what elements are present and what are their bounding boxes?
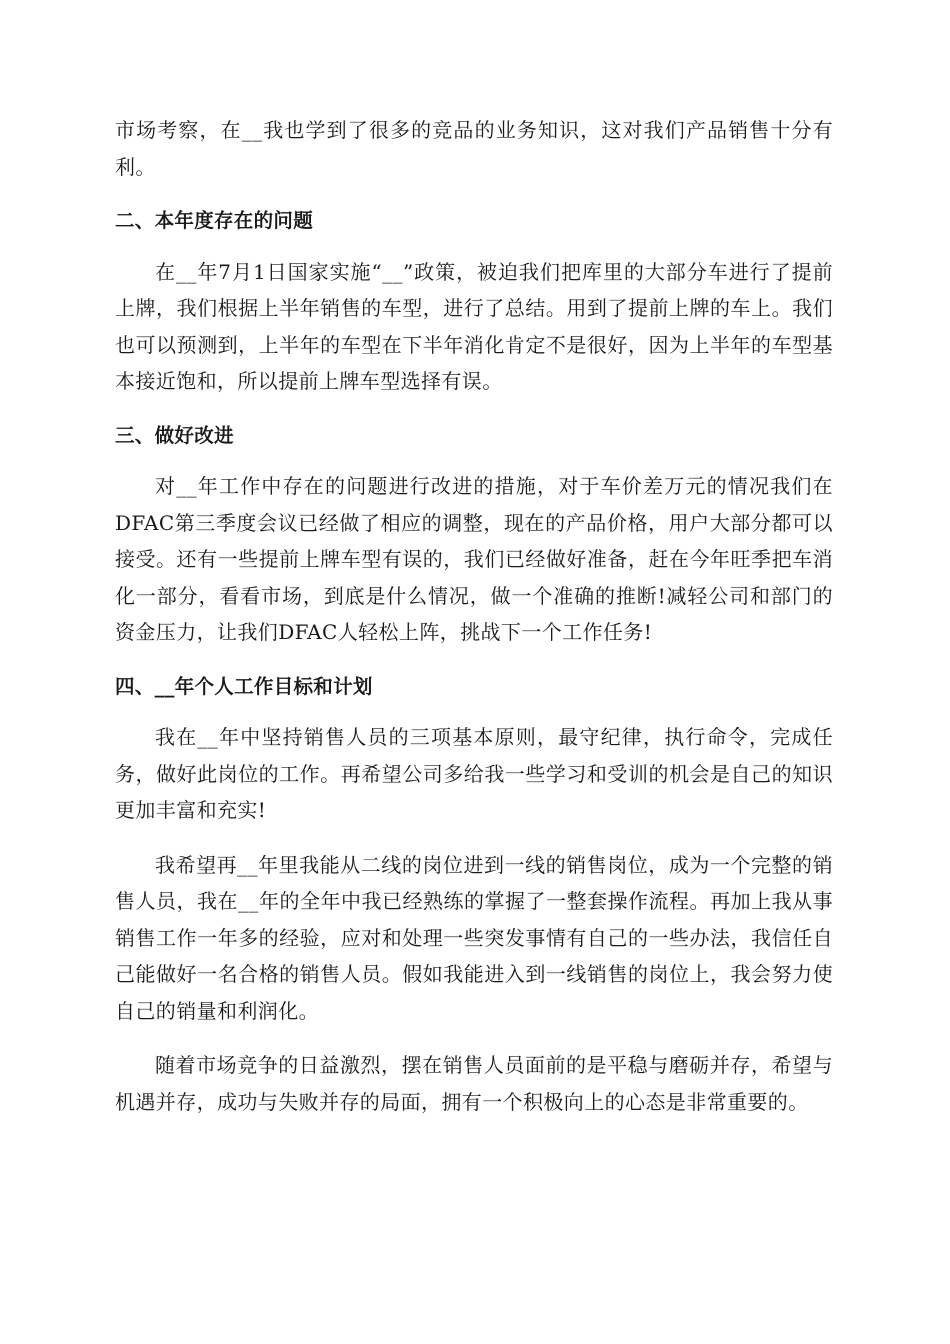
paragraph-hopes: 我希望再__年里我能从二线的岗位进到一线的销售岗位，成为一个完整的销售人员，我在__年的全年中我已经熟练的掌握了一整套操作流程。再加上我从事销售工作一年多的经验，应对和处理一些突发事情有自己的一些办法，我信任自己能做好一名合格的销售人员。假如我能进入到一线销售的岗位上，我会努力使自己的销量和利润化。 (115, 852, 833, 1023)
paragraph-competition: 随着市场竞争的日益激烈，摆在销售人员面前的是平稳与磨砺并存，希望与机遇并存，成功与失败并存的局面，拥有一个积极向上的心态是非常重要的。 (115, 1053, 833, 1114)
heading-problems: 二、本年度存在的问题 (115, 209, 314, 232)
paragraph-problems: 在__年7月1日国家实施“__”政策，被迫我们把库里的大部分车进行了提前上牌，我们根据上半年销售的车型，进行了总结。用到了提前上牌的车上。我们也可以预测到，上半年的车型在下半年消化肯定不是很好，因为上半年的车型基本接近饱和，所以提前上牌车型选择有误。 (115, 259, 833, 393)
paragraph-improvements: 对__年工作中存在的问题进行改进的措施，对于车价差万元的情况我们在DFAC第三季度会议已经做了相应的调整，现在的产品价格，用户大部分都可以接受。还有一些提前上牌车型有误的，我们已经做好准备，赶在今年旺季把车消化一部分，看看市场，到底是什么情况，做一个准确的推断!减轻公司和部门的资金压力，让我们DFAC人轻松上阵，挑战下一个工作任务! (115, 474, 833, 644)
paragraph-market-survey: 市场考察，在__我也学到了很多的竞品的业务知识，这对我们产品销售十分有利。 (115, 118, 833, 179)
heading-goals-plan: 四、__年个人工作目标和计划 (115, 674, 373, 698)
paragraph-principles: 我在__年中坚持销售人员的三项基本原则，最守纪律，执行命令，完成任务，做好此岗位的工作。再希望公司多给我一些学习和受训的机会是自己的知识更加丰富和充实! (115, 725, 833, 822)
heading-improvements: 三、做好改进 (115, 423, 234, 447)
document-page (115, 112, 833, 1138)
